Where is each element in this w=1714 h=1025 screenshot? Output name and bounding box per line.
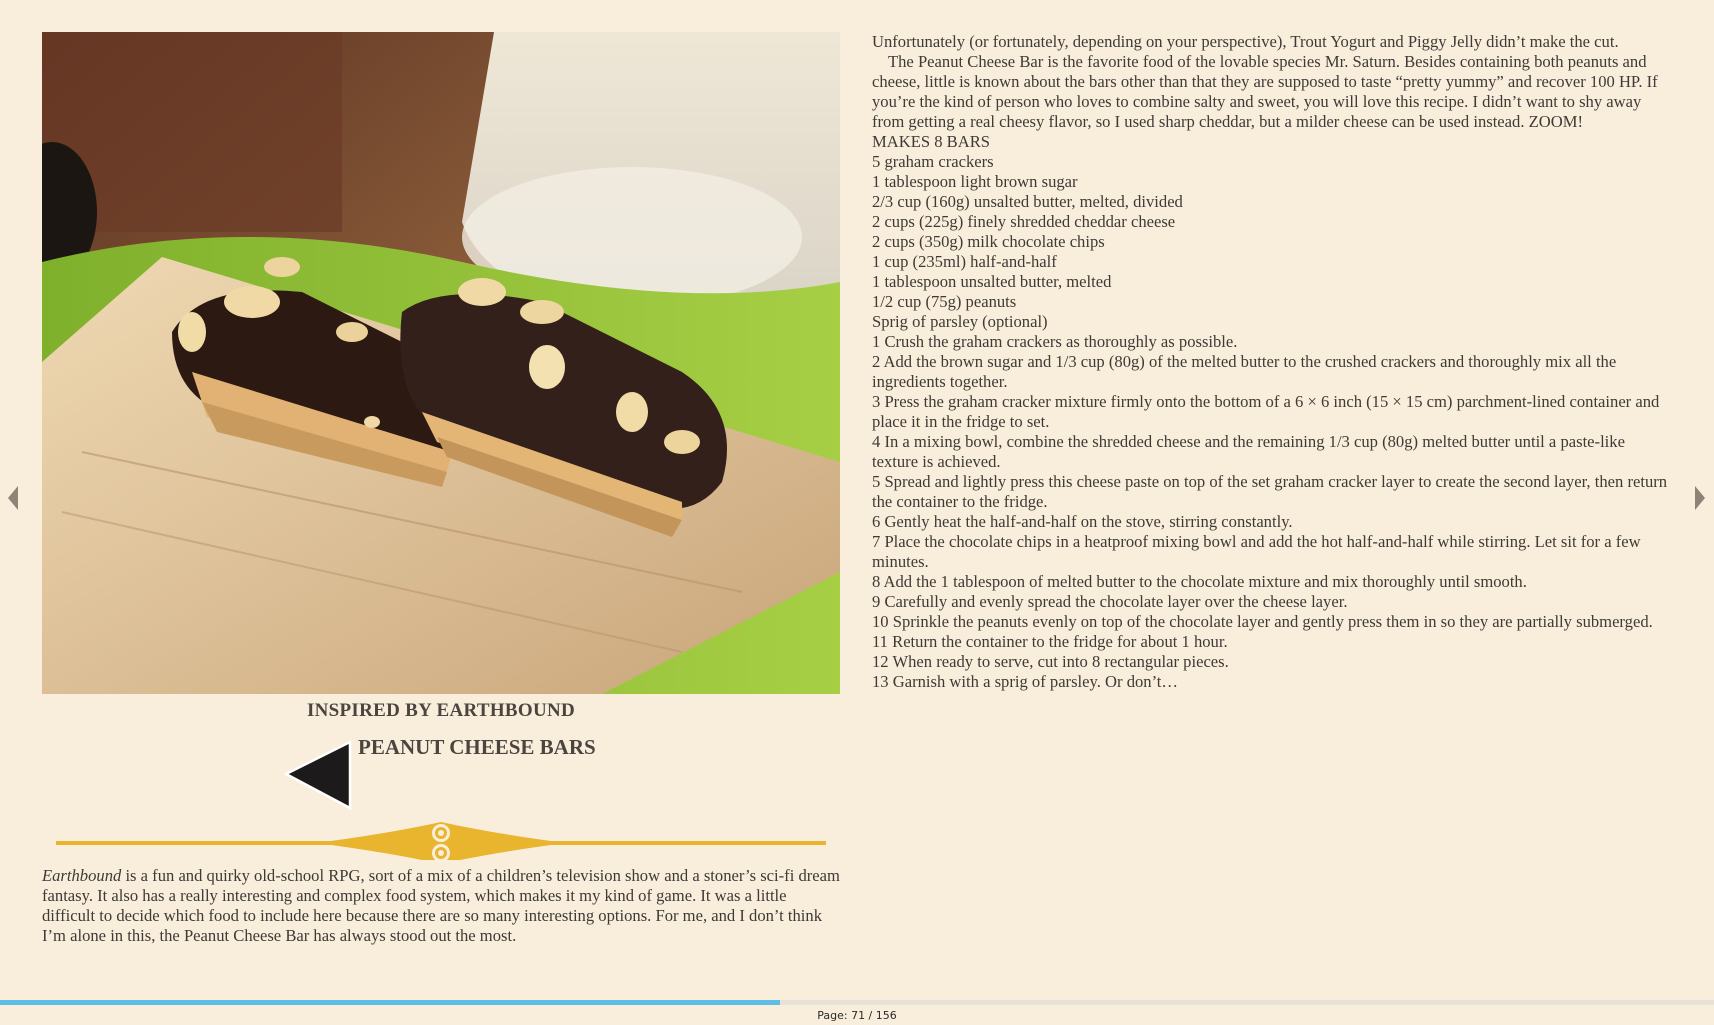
ingredient: 2 cups (225g) finely shredded cheddar cheese	[872, 212, 1176, 231]
ingredient: 5 graham crackers	[872, 152, 994, 171]
step: 6 Gently heat the half-and-half on the stove, stirring constantly.	[872, 512, 1293, 531]
reading-progress-fill	[0, 1000, 780, 1005]
ingredient: 1/2 cup (75g) peanuts	[872, 292, 1017, 311]
ingredient: 1 tablespoon light brown sugar	[872, 172, 1078, 191]
step: 3 Press the graham cracker mixture firmly onto the bottom of a 6 × 6 inch (15 × 15 cm) parchment-lined container and place it in the fridge to set.	[872, 392, 1660, 431]
step: 7 Place the chocolate chips in a heatproof mixing bowl and add the hot half-and-half while stirring. Let sit for a few minutes.	[872, 532, 1641, 571]
ornament-divider	[56, 820, 826, 860]
chevron-left-icon[interactable]	[6, 484, 20, 512]
step: 11 Return the container to the fridge for about 1 hour.	[872, 632, 1228, 651]
back-arrow-icon[interactable]	[284, 740, 352, 810]
intro-continued: Unfortunately (or fortunately, depending on your perspective), Trout Yogurt and Piggy Jelly didn’t make the cut.	[872, 32, 1619, 51]
ingredient: Sprig of parsley (optional)	[872, 312, 1048, 331]
yield-line: MAKES 8 BARS	[872, 132, 991, 151]
reading-progress-bar[interactable]	[0, 1000, 1714, 1005]
ingredient: 1 cup (235ml) half-and-half	[872, 252, 1057, 271]
ingredient: 2 cups (350g) milk chocolate chips	[872, 232, 1105, 251]
step: 2 Add the brown sugar and 1/3 cup (80g) of the melted butter to the crushed crackers and thoroughly mix all the ingredients together.	[872, 352, 1617, 391]
ingredient: 1 tablespoon unsalted butter, melted	[872, 272, 1112, 291]
recipe-photo	[42, 32, 840, 694]
intro-paragraph	[42, 866, 842, 946]
recipe-text-column	[872, 32, 1672, 692]
step: 9 Carefully and evenly spread the chocolate layer over the cheese layer.	[872, 592, 1348, 611]
ingredient: 2/3 cup (160g) unsalted butter, melted, divided	[872, 192, 1183, 211]
chevron-right-icon[interactable]	[1693, 484, 1707, 512]
step: 13 Garnish with a sprig of parsley. Or don’t…	[872, 672, 1179, 691]
step: 1 Crush the graham crackers as thoroughly as possible.	[872, 332, 1238, 351]
description-paragraph: The Peanut Cheese Bar is the favorite food of the lovable species Mr. Saturn. Besides containing both peanuts and cheese, little is known about the bars other than that they are supposed to taste “pretty yummy” and recover 100 HP. If you’re the kind of person who loves to combine salty and sweet, you will love this recipe. I didn’t want to shy away from getting a real cheesy flavor, so I used sharp cheddar, but a milder cheese can be used instead. ZOOM!	[872, 52, 1658, 131]
step: 5 Spread and lightly press this cheese paste on top of the set graham cracker layer to create the second layer, then return the container to the fridge.	[872, 472, 1668, 511]
step: 12 When ready to serve, cut into 8 rectangular pieces.	[872, 652, 1229, 671]
page-indicator: Page: 71 / 156	[817, 1009, 897, 1022]
recipe-title: PEANUT CHEESE BARS	[358, 735, 596, 759]
intro-text: is a fun and quirky old-school RPG, sort of a mix of a children’s television show and a stoner’s sci-fi dream fantasy. It also has a really interesting and complex food system, which makes it my kind of game. It was a little difficult to decide which food to include here because there are so many interesting options. For me, and I don’t think I’m alone in this, the Peanut Cheese Bar has always stood out the most.	[42, 866, 840, 945]
step: 10 Sprinkle the peanuts evenly on top of the chocolate layer and gently press them in so they are partially submerged.	[872, 612, 1653, 631]
inspired-by-heading: INSPIRED BY EARTHBOUND	[306, 700, 576, 721]
step: 4 In a mixing bowl, combine the shredded cheese and the remaining 1/3 cup (80g) melted butter until a paste-like texture is achieved.	[872, 432, 1625, 471]
step: 8 Add the 1 tablespoon of melted butter to the chocolate mixture and mix thoroughly until smooth.	[872, 572, 1527, 591]
game-title: Earthbound	[42, 866, 122, 885]
